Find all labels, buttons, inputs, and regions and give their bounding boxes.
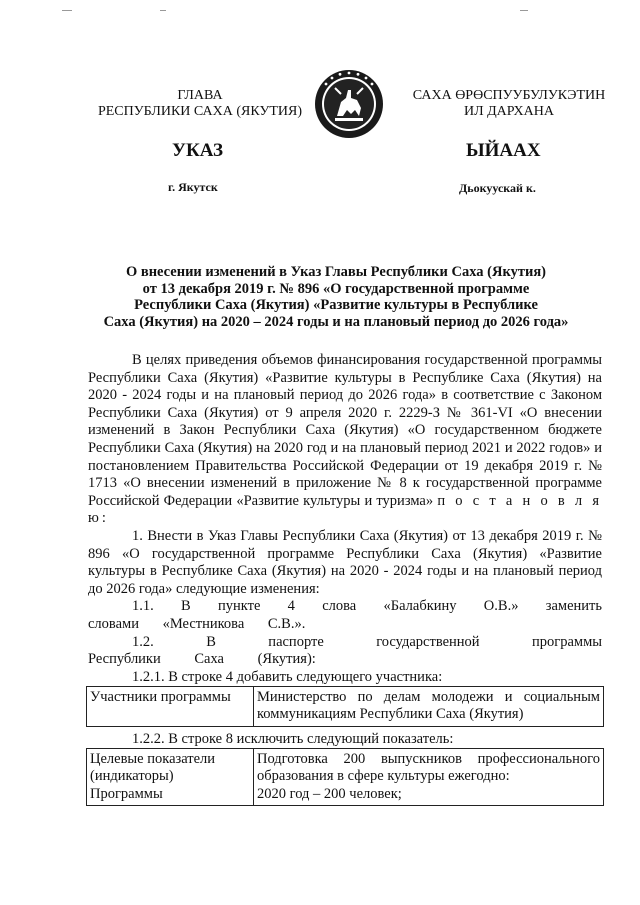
coat-of-arms-icon [313,68,385,140]
decree-heading-ru: УКАЗ [172,140,223,161]
preamble-text: В целях приведения объемов финансирования государственной программы Республики Саха (Якутия) «Развитие культуры в Республике Саха (Якутия) на 2020 - 2024 годы и на плановый период до 2026 года» в соответствие с Законом Республики Саха (Якутия) от 9 апреля 2020 г. 2229-З № 361-VI «О внесении изменений в Закон Республики Саха (Якутия) «О государственном бюджете Республики Саха (Якутия) на 2020 год и на плановый период 2021 и 2022 годов» и постановлением Правительства Российской Федерации от 19 декабря 2019 г. № 1713 «О внесении изменений в приложение № 8 к государственной программе Российской Федерации «Развитие культуры и туризма» [88,352,602,509]
decree-word: п о с т а н о в л я ю: [88,492,603,527]
decree-heading-sah: ЫЙААХ [466,140,541,161]
header-right-line1: САХА ӨРӨСПУУБУЛУКЭТИН [412,88,606,103]
cell-line: Программы [90,785,163,802]
document-body [88,352,602,806]
scan-mark [520,10,528,11]
paragraph-1-2-1: 1.2.1. В строке 4 добавить следующего участника: [132,668,443,685]
header-right [394,88,624,120]
title-line: О внесении изменений в Указ Главы Республики Саха (Якутия) [125,264,547,280]
cell-line: Подготовка 200 выпускников профессионального образования в сфере культуры ежегодно: [257,751,600,785]
table-participants [86,686,604,726]
cell-line: 2020 год – 200 человек; [257,785,402,802]
table-cell [87,749,254,806]
table-cell: Участники программы [87,687,254,726]
title-line: Саха (Якутия) на 2020 – 2024 годы и на плановый период до 2026 года» [103,313,569,330]
scan-mark [160,10,166,11]
title-line: от 13 декабря 2019 г. № 896 «О государственной программе [142,280,530,297]
header-right-line2: ИЛ ДАРХАНА [463,104,554,119]
cell-line: (индикаторы) [90,768,174,785]
header-left [92,88,308,120]
paragraph-1-1: 1.1. В пункте 4 слова «Балабкину О.В.» заменить словами «Местникова С.В.». [88,598,602,632]
cell-line: Целевые показатели [90,751,216,768]
title-line: Республики Саха (Якутия) «Развитие культуры в Республике [134,297,538,313]
table-row [87,749,604,806]
preamble-paragraph [88,352,602,528]
table-cell [254,749,604,806]
table-row [87,687,604,726]
paragraph-1-2: 1.2. В паспорте государственной программы Республики Саха (Якутия): [88,633,602,668]
document-title [70,264,602,330]
header-left-line2: РЕСПУБЛИКИ САХА (ЯКУТИЯ) [97,104,303,119]
city-sah: Дьокуускай к. [459,181,536,195]
table-cell: Министерство по делам молодежи и социальным коммуникациям Республики Саха (Якутия) [254,687,604,726]
header-left-line1: ГЛАВА [177,88,223,103]
table-indicators [86,748,604,806]
paragraph-1-2-2: 1.2.2. В строке 8 исключить следующий показатель: [132,730,454,747]
city-ru: г. Якутск [168,180,218,194]
scan-mark [62,10,72,11]
paragraph-1: 1. Внести в Указ Главы Республики Саха (Якутия) от 13 декабря 2019 г. № 896 «О государственной программе Республики Саха (Якутия) «Развитие культуры в Республике Саха (Якутия) на 2020 - 2024 годы и на плановый период до 2026 года» следующие изменения: [88,527,602,597]
